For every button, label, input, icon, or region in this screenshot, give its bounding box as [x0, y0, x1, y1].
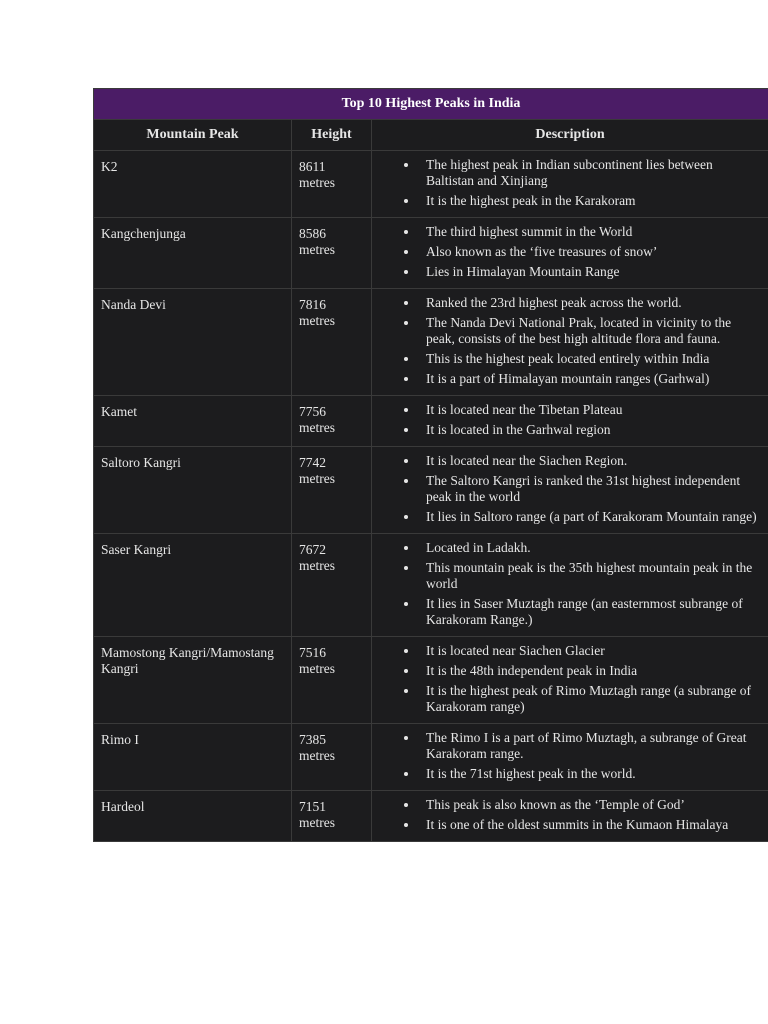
peak-name: Kangchenjunga [94, 218, 292, 289]
list-item: Located in Ladakh. [426, 540, 760, 556]
description-list [380, 540, 760, 628]
list-item: It is a part of Himalayan mountain ranges (Garhwal) [426, 371, 760, 387]
list-item: It is located near Siachen Glacier [426, 643, 760, 659]
table-row [94, 151, 768, 218]
description-list [380, 453, 760, 525]
table-row [94, 637, 768, 724]
table-row [94, 396, 768, 447]
description-list [380, 797, 760, 833]
list-item: The Nanda Devi National Prak, located in vicinity to the peak, consists of the best high altitude flora and fauna. [426, 315, 760, 347]
list-item: This peak is also known as the ‘Temple of God’ [426, 797, 760, 813]
peak-description [372, 396, 768, 447]
peaks-table [93, 88, 768, 842]
table-row [94, 534, 768, 637]
table-row [94, 724, 768, 791]
peak-height: 7756 metres [292, 396, 372, 447]
description-list [380, 643, 760, 715]
peak-description [372, 447, 768, 534]
table-header-row [94, 120, 768, 151]
list-item: The Rimo I is a part of Rimo Muztagh, a subrange of Great Karakoram range. [426, 730, 760, 762]
header-mountain-peak: Mountain Peak [94, 120, 292, 151]
list-item: The third highest summit in the World [426, 224, 760, 240]
list-item: This mountain peak is the 35th highest mountain peak in the world [426, 560, 760, 592]
peak-height: 7516 metres [292, 637, 372, 724]
header-description: Description [372, 120, 768, 151]
peak-name: Nanda Devi [94, 289, 292, 396]
peak-description [372, 218, 768, 289]
list-item: It is the 71st highest peak in the world. [426, 766, 760, 782]
description-list [380, 224, 760, 280]
description-list [380, 157, 760, 209]
list-item: It is the highest peak in the Karakoram [426, 193, 760, 209]
peaks-table-container [93, 88, 768, 842]
peak-height: 7151 metres [292, 791, 372, 842]
list-item: It lies in Saser Muztagh range (an easternmost subrange of Karakoram Range.) [426, 596, 760, 628]
peak-height: 7816 metres [292, 289, 372, 396]
peak-description [372, 151, 768, 218]
list-item: The Saltoro Kangri is ranked the 31st highest independent peak in the world [426, 473, 760, 505]
peak-description [372, 534, 768, 637]
peak-name: Kamet [94, 396, 292, 447]
peak-height: 7385 metres [292, 724, 372, 791]
table-title: Top 10 Highest Peaks in India [94, 89, 768, 120]
peak-name: Mamostong Kangri/Mamostang Kangri [94, 637, 292, 724]
description-list [380, 402, 760, 438]
table-row [94, 289, 768, 396]
list-item: It is the 48th independent peak in India [426, 663, 760, 679]
list-item: Lies in Himalayan Mountain Range [426, 264, 760, 280]
table-row [94, 791, 768, 842]
peak-height: 8611 metres [292, 151, 372, 218]
list-item: It is the highest peak of Rimo Muztagh range (a subrange of Karakoram range) [426, 683, 760, 715]
peak-name: Saser Kangri [94, 534, 292, 637]
peak-name: Saltoro Kangri [94, 447, 292, 534]
list-item: It lies in Saltoro range (a part of Karakoram Mountain range) [426, 509, 760, 525]
peak-description [372, 791, 768, 842]
table-row [94, 447, 768, 534]
table-row [94, 218, 768, 289]
description-list [380, 730, 760, 782]
peak-description [372, 724, 768, 791]
peak-name: Hardeol [94, 791, 292, 842]
list-item: This is the highest peak located entirely within India [426, 351, 760, 367]
list-item: The highest peak in Indian subcontinent lies between Baltistan and Xinjiang [426, 157, 760, 189]
description-list [380, 295, 760, 387]
peak-height: 8586 metres [292, 218, 372, 289]
peak-description [372, 637, 768, 724]
list-item: It is located in the Garhwal region [426, 422, 760, 438]
list-item: It is located near the Tibetan Plateau [426, 402, 760, 418]
list-item: Also known as the ‘five treasures of snow’ [426, 244, 760, 260]
peak-height: 7742 metres [292, 447, 372, 534]
peak-height: 7672 metres [292, 534, 372, 637]
header-height: Height [292, 120, 372, 151]
list-item: Ranked the 23rd highest peak across the world. [426, 295, 760, 311]
list-item: It is located near the Siachen Region. [426, 453, 760, 469]
peak-name: K2 [94, 151, 292, 218]
table-body [94, 151, 768, 842]
peak-description [372, 289, 768, 396]
list-item: It is one of the oldest summits in the Kumaon Himalaya [426, 817, 760, 833]
peak-name: Rimo I [94, 724, 292, 791]
table-title-row [94, 89, 768, 120]
